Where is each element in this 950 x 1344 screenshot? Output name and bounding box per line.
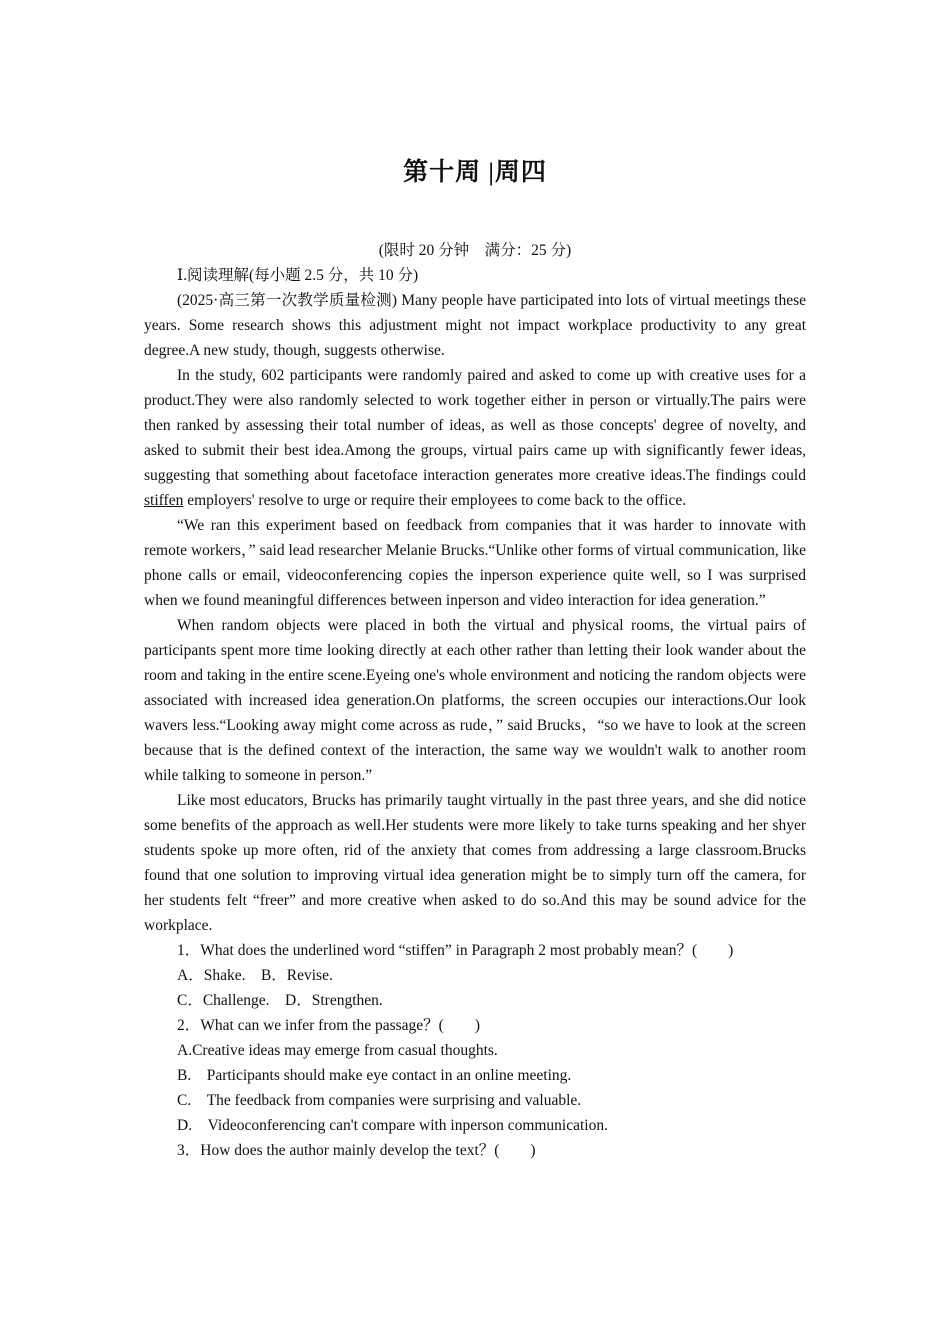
- section-heading: Ⅰ.阅读理解(每小题 2.5 分，共 10 分): [177, 267, 419, 284]
- page-title: 第十周 |周四: [403, 159, 547, 186]
- question-2-option-c: C. The feedback from companies were surprising and valuable.: [177, 1092, 582, 1109]
- passage-paragraph-2: [144, 363, 806, 513]
- passage-paragraph-3: “We ran this experiment based on feedback from companies that it was harder to innovate with remote workers，” said lead researcher Melanie Brucks.“Unlike other forms of virtual communication, like phone calls or email, videoconferencing copies the inperson experience quite well, so I was surprised when we found meaningful differences between inperson and video interaction for idea generation.”: [144, 517, 806, 609]
- underlined-word: stiffen: [144, 492, 184, 509]
- paragraph-2-text-before: In the study, 602 participants were randomly paired and asked to come up with creative uses for a product.They were also randomly selected to work together either in person or virtually.The pairs were then ranked by assessing their total number of ideas, as well as those concepts' degree of novelty, and asked to submit their best idea.Among the groups, virtual pairs came up with significantly fewer ideas, suggesting that something about facetoface interaction generates more creative ideas.The findings could: [144, 367, 806, 484]
- question-2-stem: 2．What can we infer from the passage？( ): [177, 1017, 480, 1034]
- passage-paragraph-4: When random objects were placed in both the virtual and physical rooms, the virtual pairs of participants spent more time looking directly at each other rather than letting their look wander about the room and taking in the entire scene.Eyeing one's whole environment and noticing the random objects were associated with increased idea generation.On platforms, the screen occupies our interactions.Our look wavers less.“Looking away might come across as rude，” said Brucks，“so we have to look at the screen because that is the defined context of the interaction, the same way we wouldn't walk to another room while talking to someone in person.”: [144, 617, 806, 784]
- question-3-stem: 3．How does the author mainly develop the text？( ): [177, 1142, 536, 1159]
- question-1-options-ab: A．Shake. B．Revise.: [177, 967, 333, 984]
- document-body: [144, 238, 806, 1163]
- time-limit: (限时 20 分钟 满分：25 分): [378, 242, 572, 259]
- passage-paragraph-1: (2025·高三第一次教学质量检测) Many people have participated into lots of virtual meetings these years. Some research shows this adjustment might not impact workplace productivity to any great degree.A new study, though, suggests otherwise.: [144, 292, 806, 359]
- question-2-option-d: D. Videoconferencing can't compare with inperson communication.: [177, 1117, 608, 1134]
- passage-paragraph-5: Like most educators, Brucks has primarily taught virtually in the past three years, and she did notice some benefits of the approach as well.Her students were more likely to take turns speaking and her shyer students spoke up more often, rid of the anxiety that comes from addressing a large classroom.Brucks found that one solution to improving virtual idea generation might be to simply turn off the camera, for her students felt “freer” and more creative when asked to do so.And this may be sound advice for the workplace.: [144, 792, 806, 934]
- question-2-option-b: B. Participants should make eye contact in an online meeting.: [177, 1067, 572, 1084]
- paragraph-2-text-after: employers' resolve to urge or require their employees to come back to the office.: [183, 492, 687, 509]
- question-2-option-a: A.Creative ideas may emerge from casual thoughts.: [177, 1042, 498, 1059]
- question-1-stem: 1．What does the underlined word “stiffen” in Paragraph 2 most probably mean？( ): [177, 942, 734, 959]
- question-1-options-cd: C．Challenge. D．Strengthen.: [177, 992, 383, 1009]
